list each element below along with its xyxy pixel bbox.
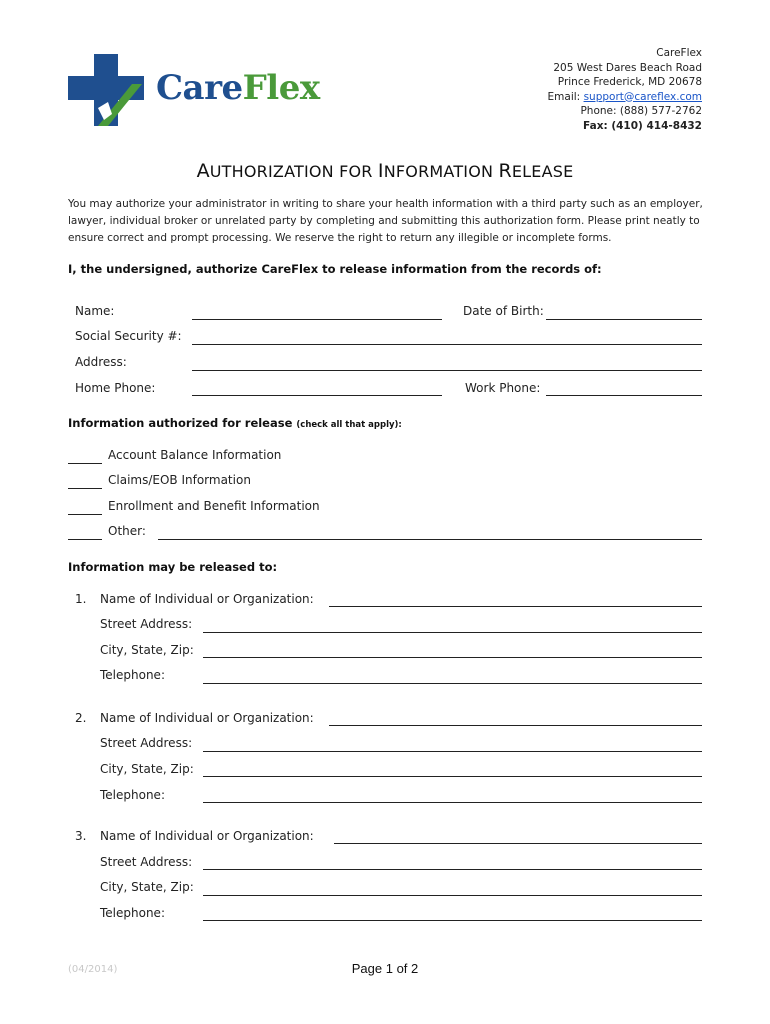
recipient-3-city-label: City, State, Zip: [100,880,194,894]
company-phone: Phone: (888) 577-2762 [580,105,702,117]
company-city: Prince Frederick, MD 20678 [557,76,702,88]
recipient-3-street-label: Street Address: [100,855,193,869]
recipient-1-phone-label: Telephone: [100,668,165,682]
recipient-3-name-field[interactable] [334,843,702,844]
recipient-2-name-field[interactable] [329,725,702,726]
recipient-3-number: 3. [75,829,87,843]
title-cap-i: I [377,160,384,182]
ssn-field[interactable] [192,344,702,345]
release-info-heading-text: Information authorized for release [68,416,297,430]
option-account-balance: Account Balance Information [108,448,282,462]
recipient-2-name-label: Name of Individual or Organization: [100,711,314,725]
email-link[interactable]: support@careflex.com [583,90,702,103]
check-blank-account-balance[interactable] [68,463,102,464]
recipient-1-street-label: Street Address: [100,617,193,631]
recipient-3-name-label: Name of Individual or Organization: [100,829,314,843]
company-contact-block [548,46,702,133]
company-street: 205 West Dares Beach Road [553,61,702,74]
recipient-1-name-label: Name of Individual or Organization: [100,592,314,606]
logo-word-flex: Flex [242,68,320,108]
check-blank-other[interactable] [68,539,102,540]
dob-label: Date of Birth: [463,304,544,318]
work-phone-label: Work Phone: [465,381,541,395]
recipients-heading: Information may be released to: [68,560,278,574]
footer-page-number: Page 1 of 2 [351,961,419,976]
recipient-1-name-field[interactable] [329,606,702,607]
recipient-2-phone-field[interactable] [203,802,702,803]
recipient-3-phone-field[interactable] [203,920,702,921]
footer-revision-date: (04/2014) [68,964,118,975]
company-fax: Fax: (410) 414-8432 [583,119,702,132]
work-phone-field[interactable] [546,395,702,396]
check-blank-claims[interactable] [68,488,102,489]
address-label: Address: [75,355,127,369]
title-part-1: UTHORIZATION FOR [209,162,378,181]
company-email-row [548,90,702,105]
option-enrollment: Enrollment and Benefit Information [108,499,320,513]
release-info-heading [68,416,402,430]
logo-wordmark [156,68,320,108]
recipient-2-number: 2. [75,711,87,725]
option-other: Other: [108,524,146,538]
recipient-3-street-field[interactable] [203,869,702,870]
authorize-heading: I, the undersigned, authorize CareFlex to release information from the records of: [68,262,602,276]
check-blank-enrollment[interactable] [68,514,102,515]
recipient-1-city-field[interactable] [203,657,702,658]
release-info-heading-note: (check all that apply): [296,420,402,430]
email-label: Email: [547,90,584,103]
logo-word-care: Care [156,68,243,108]
recipient-3-city-field[interactable] [203,895,702,896]
recipient-2-city-field[interactable] [203,776,702,777]
name-label: Name: [75,304,115,318]
recipient-2-city-label: City, State, Zip: [100,762,194,776]
home-phone-label: Home Phone: [75,381,156,395]
title-part-2: NFORMATION [383,162,499,181]
title-part-3: ELEASE [511,162,574,181]
ssn-label: Social Security #: [75,329,182,343]
dob-field[interactable] [546,319,702,320]
careflex-logo [68,54,330,130]
recipient-1-street-field[interactable] [203,632,702,633]
recipient-3-phone-label: Telephone: [100,906,165,920]
home-phone-field[interactable] [192,395,442,396]
title-cap-a: A [196,160,210,182]
recipient-2-street-label: Street Address: [100,736,193,750]
address-field[interactable] [192,370,702,371]
company-name: CareFlex [656,47,702,59]
title-cap-r: R [498,160,512,182]
recipient-1-number: 1. [75,592,87,606]
recipient-2-phone-label: Telephone: [100,788,165,802]
recipient-1-phone-field[interactable] [203,683,702,684]
recipient-1-city-label: City, State, Zip: [100,643,194,657]
form-title [0,160,770,182]
recipient-2-street-field[interactable] [203,751,702,752]
name-field[interactable] [192,319,442,320]
option-claims: Claims/EOB Information [108,473,251,487]
other-field[interactable] [158,539,702,540]
intro-paragraph: You may authorize your administrator in writing to share your health information with a third party such as an employer, lawyer, individual broker or unrelated party by completing and submitting this authorization form. Please print neatly to ensure correct and prompt processing. We reserve the right to return any illegible or incomplete forms. [68,198,703,244]
